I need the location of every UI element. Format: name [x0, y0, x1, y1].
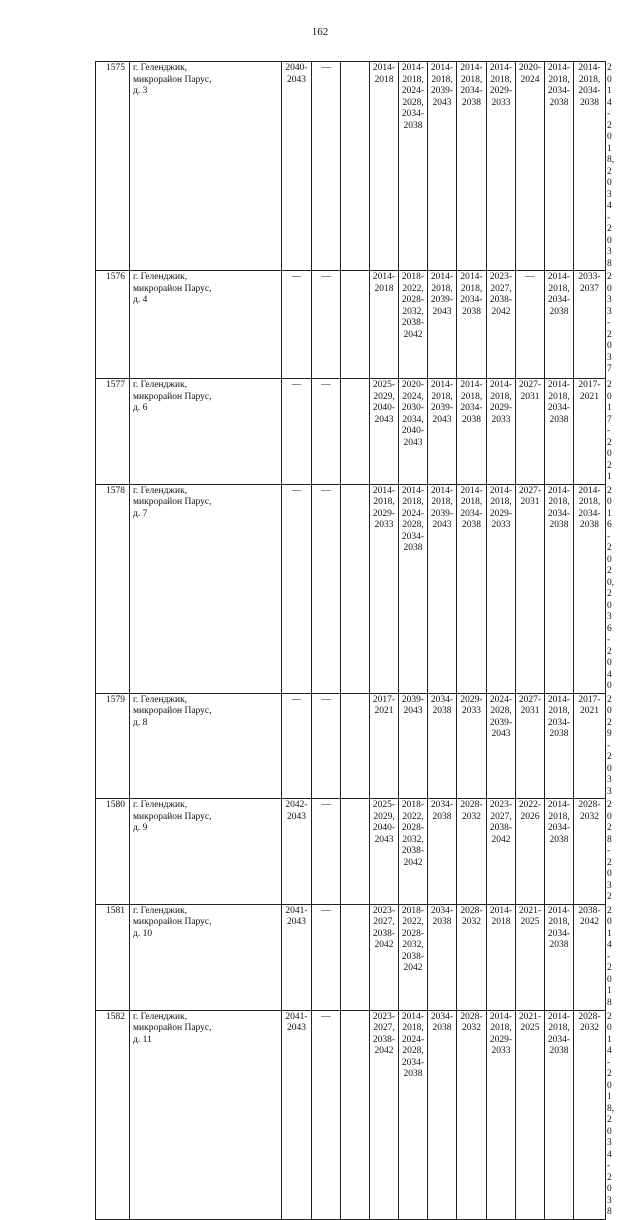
- row-number: 1580: [96, 799, 130, 905]
- period-cell: 2023- 2027, 2038- 2042: [370, 904, 399, 1010]
- period-cell: 2029- 2033: [457, 693, 487, 799]
- table-row: 1578 г. Геленджик, микрорайон Парус, д. 7 — — 2014- 2018, 2029- 2033 2014- 2018, 2024- 2028, 2034- 2038 2014- 2018, 2039- 2043 2014- 2018, 2034- 2038 2014- 2018, 2029- 2033 2027- 2031 2014- 2018, 2034- 2038 2014- 2018, 2034- 2038 2016- 2020, 2036- 2040: [96, 484, 606, 693]
- period-cell: 2022- 2026: [516, 799, 545, 905]
- period-cell: 2028- 2032: [457, 799, 487, 905]
- period-cell: 2014- 2018, 2029- 2033: [487, 484, 516, 693]
- period-cell: 2027- 2031: [516, 693, 545, 799]
- period-cell: 2028- 2032: [457, 1010, 487, 1219]
- period-cell: 2034- 2038: [428, 1010, 457, 1219]
- table-row: 1579 г. Геленджик, микрорайон Парус, д. 8 — — 2017- 2021 2039- 2043 2034- 2038 2029- 2033 2024- 2028, 2039- 2043 2027- 2031 2014- 2018, 2034- 2038 2017- 2021 2029- 2033: [96, 693, 606, 799]
- period-cell: 2014- 2018: [370, 271, 399, 379]
- empty-cell: [341, 271, 370, 379]
- period-cell: 2018- 2022, 2028- 2032, 2038- 2042: [399, 271, 428, 379]
- period-cell: 2014- 2018, 2034- 2038: [545, 904, 574, 1010]
- period-cell: —: [282, 693, 312, 799]
- period-cell: 2014- 2018, 2034- 2038: [457, 484, 487, 693]
- period-cell: 2041- 2043: [282, 1010, 312, 1219]
- period-cell: 2028- 2032: [574, 1010, 606, 1219]
- empty-cell: [341, 904, 370, 1010]
- address-cell: г. Геленджик, микрорайон Парус, д. 6: [130, 379, 282, 485]
- empty-cell: [341, 1010, 370, 1219]
- period-cell: 2028- 2032: [457, 904, 487, 1010]
- address-cell: г. Геленджик, микрорайон Парус, д. 7: [130, 484, 282, 693]
- row-number: 1575: [96, 62, 130, 271]
- period-cell: 2014- 2018, 2029- 2033: [487, 1010, 516, 1219]
- table-row: 1580 г. Геленджик, микрорайон Парус, д. 9 2042- 2043 — 2025- 2029, 2040- 2043 2018- 2022, 2028- 2032, 2038- 2042 2034- 2038 2028- 2032 2023- 2027, 2038- 2042 2022- 2026 2014- 2018, 2034- 2038 2028- 2032 2028- 2032: [96, 799, 606, 905]
- period-cell: 2021- 2025: [516, 904, 545, 1010]
- period-cell: 2014- 2018, 2039- 2043: [428, 271, 457, 379]
- period-cell: 2039- 2043: [399, 693, 428, 799]
- period-cell: 2014- 2018: [487, 904, 516, 1010]
- table-row: 1576 г. Геленджик, микрорайон Парус, д. 4 — — 2014- 2018 2018- 2022, 2028- 2032, 2038- 2042 2014- 2018, 2039- 2043 2014- 2018, 2034- 2038 2023- 2027, 2038- 2042 — 2014- 2018, 2034- 2038 2033- 2037 2033- 2037: [96, 271, 606, 379]
- period-cell: 2034- 2038: [428, 693, 457, 799]
- empty-cell: [341, 799, 370, 905]
- period-cell: 2014- 2018, 2039- 2043: [428, 484, 457, 693]
- row-number: 1579: [96, 693, 130, 799]
- period-cell: 2014- 2018: [370, 62, 399, 271]
- row-number: 1576: [96, 271, 130, 379]
- period-cell: 2014- 2018, 2034- 2038: [545, 484, 574, 693]
- period-cell: 2025- 2029, 2040- 2043: [370, 799, 399, 905]
- row-number: 1581: [96, 904, 130, 1010]
- period-cell: 2014- 2018, 2024- 2028, 2034- 2038: [399, 1010, 428, 1219]
- period-cell: —: [282, 271, 312, 379]
- period-cell: 2014- 2018, 2034- 2038: [574, 484, 606, 693]
- period-cell: 2021- 2025: [516, 1010, 545, 1219]
- empty-cell: [341, 484, 370, 693]
- table-row: 1575 г. Геленджик, микрорайон Парус, д. 3 2040- 2043 — 2014- 2018 2014- 2018, 2024- 2028, 2034- 2038 2014- 2018, 2039- 2043 2014- 2018, 2034- 2038 2014- 2018, 2029- 2033 2020- 2024 2014- 2018, 2034- 2038 2014- 2018, 2034- 2038 2014- 2018, 2034- 2038: [96, 62, 606, 271]
- address-cell: г. Геленджик, микрорайон Парус, д. 11: [130, 1010, 282, 1219]
- period-cell: 2025- 2029, 2040- 2043: [370, 379, 399, 485]
- period-cell: 2023- 2027, 2038- 2042: [487, 799, 516, 905]
- period-cell: 2014- 2018, 2029- 2033: [370, 484, 399, 693]
- period-cell: —: [312, 271, 341, 379]
- period-cell: 2017- 2021: [574, 379, 606, 485]
- empty-cell: [341, 379, 370, 485]
- period-cell: 2023- 2027, 2038- 2042: [487, 271, 516, 379]
- address-cell: г. Геленджик, микрорайон Парус, д. 4: [130, 271, 282, 379]
- period-cell: 2042- 2043: [282, 799, 312, 905]
- period-cell: 2023- 2027, 2038- 2042: [370, 1010, 399, 1219]
- address-cell: г. Геленджик, микрорайон Парус, д. 10: [130, 904, 282, 1010]
- period-cell: 2014- 2018, 2034- 2038: [545, 693, 574, 799]
- period-cell: —: [282, 484, 312, 693]
- period-cell: —: [312, 1010, 341, 1219]
- period-cell: 2014- 2018, 2034- 2038: [545, 799, 574, 905]
- period-cell: 2024- 2028, 2039- 2043: [487, 693, 516, 799]
- period-cell: 2020- 2024, 2030- 2034, 2040- 2043: [399, 379, 428, 485]
- period-cell: —: [312, 693, 341, 799]
- period-cell: 2041- 2043: [282, 904, 312, 1010]
- page-number: 162: [311, 26, 329, 38]
- period-cell: 2014- 2018, 2034- 2038: [545, 62, 574, 271]
- period-cell: 2014- 2018, 2034- 2038: [545, 271, 574, 379]
- table-row: 1577 г. Геленджик, микрорайон Парус, д. 6 — — 2025- 2029, 2040- 2043 2020- 2024, 2030- 2034, 2040- 2043 2014- 2018, 2039- 2043 2014- 2018, 2034- 2038 2014- 2018, 2029- 2033 2027- 2031 2014- 2018, 2034- 2038 2017- 2021 2017- 2021: [96, 379, 606, 485]
- row-number: 1577: [96, 379, 130, 485]
- period-cell: 2040- 2043: [282, 62, 312, 271]
- period-cell: 2034- 2038: [428, 904, 457, 1010]
- period-cell: 2014- 2018, 2024- 2028, 2034- 2038: [399, 62, 428, 271]
- address-cell: г. Геленджик, микрорайон Парус, д. 8: [130, 693, 282, 799]
- period-cell: 2014- 2018, 2039- 2043: [428, 379, 457, 485]
- period-cell: —: [312, 379, 341, 485]
- period-cell: —: [516, 271, 545, 379]
- period-cell: 2014- 2018, 2029- 2033: [487, 379, 516, 485]
- period-cell: 2017- 2021: [574, 693, 606, 799]
- period-cell: 2014- 2018, 2029- 2033: [487, 62, 516, 271]
- period-cell: 2034- 2038: [428, 799, 457, 905]
- period-cell: 2038- 2042: [574, 904, 606, 1010]
- table-row: 1581 г. Геленджик, микрорайон Парус, д. 10 2041- 2043 — 2023- 2027, 2038- 2042 2018- 2022, 2028- 2032, 2038- 2042 2034- 2038 2028- 2032 2014- 2018 2021- 2025 2014- 2018, 2034- 2038 2038- 2042 2014- 2018: [96, 904, 606, 1010]
- period-cell: 2018- 2022, 2028- 2032, 2038- 2042: [399, 904, 428, 1010]
- empty-cell: [341, 693, 370, 799]
- period-cell: 2014- 2018, 2039- 2043: [428, 62, 457, 271]
- period-cell: 2033- 2037: [574, 271, 606, 379]
- row-number: 1578: [96, 484, 130, 693]
- period-cell: —: [312, 62, 341, 271]
- address-cell: г. Геленджик, микрорайон Парус, д. 3: [130, 62, 282, 271]
- period-cell: 2028- 2032: [574, 799, 606, 905]
- period-cell: —: [312, 904, 341, 1010]
- period-cell: 2027- 2031: [516, 379, 545, 485]
- period-cell: 2014- 2018, 2034- 2038: [574, 62, 606, 271]
- period-cell: 2014- 2018, 2034- 2038: [457, 62, 487, 271]
- period-cell: —: [312, 484, 341, 693]
- period-cell: 2027- 2031: [516, 484, 545, 693]
- period-cell: 2017- 2021: [370, 693, 399, 799]
- period-cell: 2014- 2018, 2024- 2028, 2034- 2038: [399, 484, 428, 693]
- period-cell: 2014- 2018, 2034- 2038: [545, 1010, 574, 1219]
- period-cell: 2014- 2018, 2034- 2038: [545, 379, 574, 485]
- period-cell: —: [312, 799, 341, 905]
- period-cell: —: [282, 379, 312, 485]
- period-cell: 2020- 2024: [516, 62, 545, 271]
- schedule-table: [95, 61, 615, 1220]
- row-number: 1582: [96, 1010, 130, 1219]
- table-row: 1582 г. Геленджик, микрорайон Парус, д. 11 2041- 2043 — 2023- 2027, 2038- 2042 2014- 2018, 2024- 2028, 2034- 2038 2034- 2038 2028- 2032 2014- 2018, 2029- 2033 2021- 2025 2014- 2018, 2034- 2038 2028- 2032 2014- 2018, 2034- 2038: [96, 1010, 606, 1219]
- empty-cell: [341, 62, 370, 271]
- period-cell: 2014- 2018, 2034- 2038: [457, 271, 487, 379]
- period-cell: 2014- 2018, 2034- 2038: [457, 379, 487, 485]
- period-cell: 2018- 2022, 2028- 2032, 2038- 2042: [399, 799, 428, 905]
- address-cell: г. Геленджик, микрорайон Парус, д. 9: [130, 799, 282, 905]
